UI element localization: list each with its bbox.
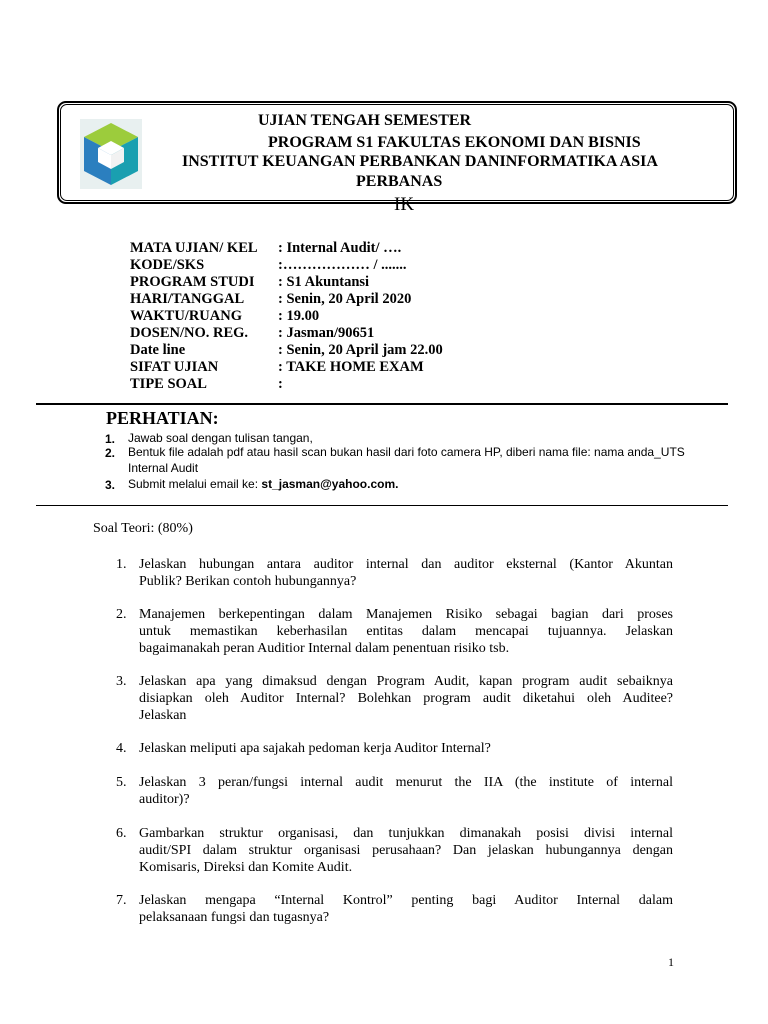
info-value: : Internal Audit/ …. (278, 240, 402, 256)
notice-number: 1. (105, 432, 116, 446)
info-value: : S1 Akuntansi (278, 274, 370, 290)
divider (36, 403, 728, 405)
question-text: Gambarkan struktur organisasi, dan tunjukkan dimanakah posisi divisi internal audit/SPI dalam struktur organisasi perusahaan? Dan jelaskan hubungannya dengan Komisaris, Direksi dan Komite Audit. (139, 826, 673, 875)
cube-logo-icon (80, 119, 142, 189)
question-text: Jelaskan apa yang dimaksud dengan Program Audit, kapan program audit sebaiknya disiapkan oleh Auditor Internal? Bolehkan program audit diketahui oleh Auditee? Jelaskan (139, 674, 673, 723)
info-label: SIFAT UJIAN (130, 359, 219, 375)
info-label: DOSEN/NO. REG. (130, 325, 249, 341)
info-label: TIPE SOAL (130, 376, 207, 392)
info-label: PROGRAM STUDI (130, 274, 255, 290)
question-text: Jelaskan hubungan antara auditor internal dan auditor eksternal (Kantor Akuntan Publik? Berikan contoh hubungannya? (139, 557, 673, 589)
info-label: Date line (130, 342, 186, 358)
header-line-2: PROGRAM S1 FAKULTAS EKONOMI DAN BISNIS (268, 134, 641, 151)
question-text: Jelaskan mengapa “Internal Kontrol” penting bagi Auditor Internal dalam pelaksanaan fungsi dan tugasnya? (139, 893, 673, 925)
notice-text: Submit melalui email ke: st_jasman@yahoo.com. (128, 477, 399, 491)
question-number: 6. (116, 826, 127, 841)
info-value: : Jasman/90651 (278, 325, 375, 341)
info-label: MATA UJIAN/ KEL (130, 240, 258, 256)
question-text: Jelaskan meliputi apa sajakah pedoman kerja Auditor Internal? (139, 741, 491, 756)
divider (36, 505, 728, 506)
header-line-5: IK (394, 194, 415, 215)
notice-title: PERHATIAN: (106, 408, 219, 428)
notice-text-continued: Internal Audit (128, 461, 199, 475)
section-title: Soal Teori: (80%) (93, 521, 193, 536)
info-label: HARI/TANGGAL (130, 291, 245, 307)
info-value: : 19.00 (278, 308, 320, 324)
notice-number: 3. (105, 478, 116, 492)
info-value: : Senin, 20 April jam 22.00 (278, 342, 443, 358)
info-label: WAKTU/RUANG (130, 308, 242, 324)
notice-text: Jawab soal dengan tulisan tangan, (128, 431, 313, 445)
question-number: 7. (116, 893, 127, 908)
notice-number: 2. (105, 446, 116, 460)
email-address: st_jasman@yahoo.com. (261, 477, 399, 491)
notice-text: Bentuk file adalah pdf atau hasil scan bukan hasil dari foto camera HP, diberi nama file: nama anda_UTS (128, 445, 685, 459)
question-number: 2. (116, 607, 127, 622)
info-value: : TAKE HOME EXAM (278, 359, 424, 375)
header-line-4: PERBANAS (356, 173, 443, 190)
question-text: Jelaskan 3 peran/fungsi internal audit menurut the IIA (the institute of internal auditor)? (139, 775, 673, 807)
info-value: :……………… / ....... (278, 257, 407, 273)
question-number: 3. (116, 674, 127, 689)
question-number: 4. (116, 741, 127, 756)
header-line-3: INSTITUT KEUANGAN PERBANKAN DANINFORMATIKA ASIA (182, 153, 658, 170)
question-text: Manajemen berkepentingan dalam Manajemen Risiko sebagai bagian dari proses untuk memastikan keberhasilan entitas dalam mencapai tujuannya. Jelaskan bagaimanakah peran Auditior Internal dalam penentuan risiko tsb. (139, 607, 673, 656)
header-line-1: UJIAN TENGAH SEMESTER (258, 112, 472, 129)
page-number: 1 (668, 955, 674, 969)
info-value: : (278, 376, 283, 392)
info-value: : Senin, 20 April 2020 (278, 291, 412, 307)
question-number: 5. (116, 775, 127, 790)
question-number: 1. (116, 557, 127, 572)
info-label: KODE/SKS (130, 257, 205, 273)
